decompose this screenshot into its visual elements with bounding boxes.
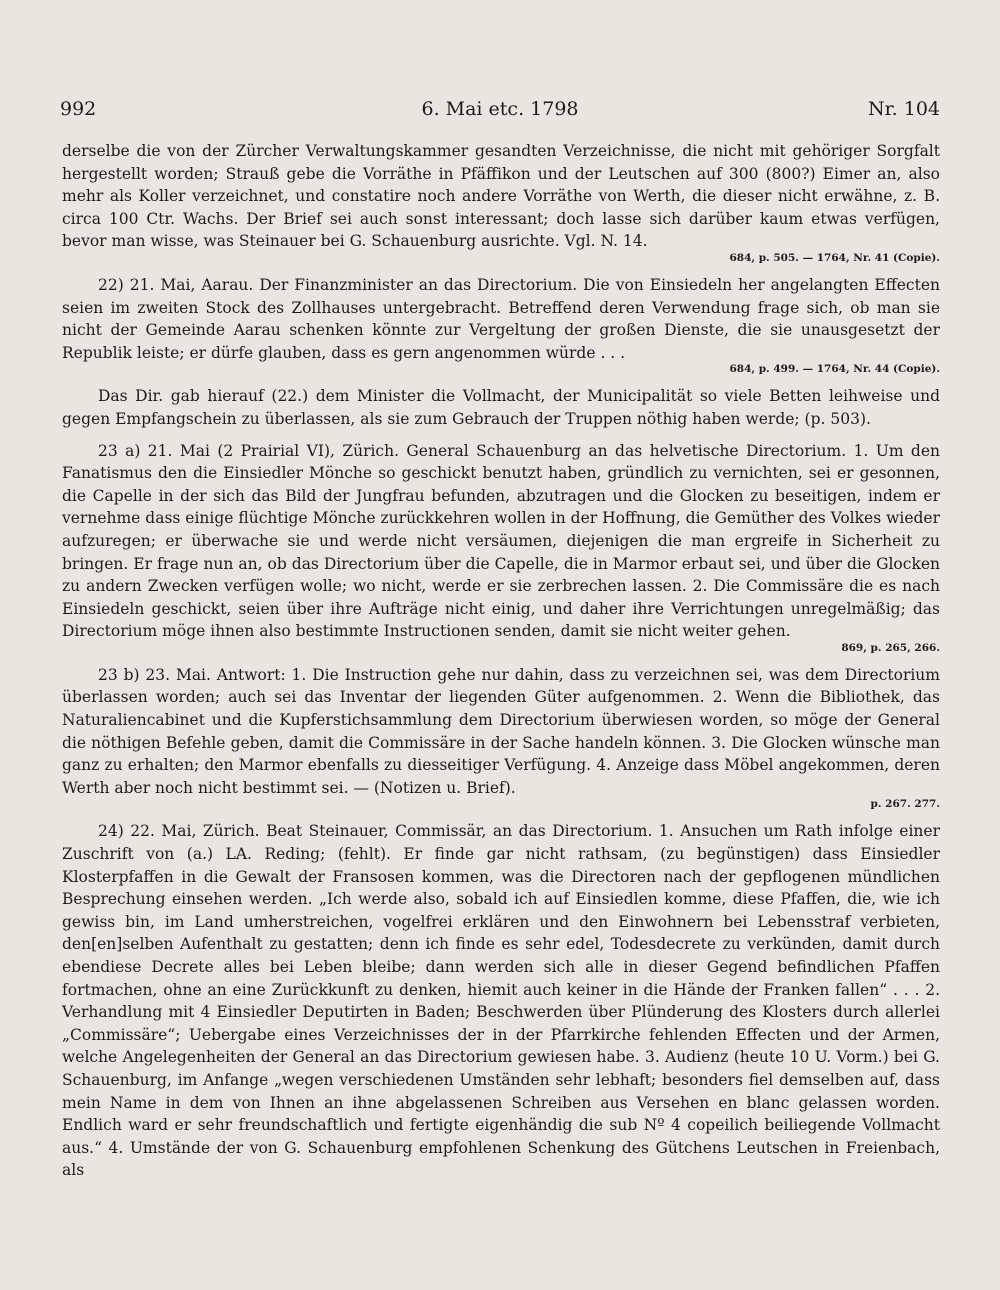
entry-23a (62, 440, 940, 655)
source-reference: p. 267. 277. (870, 798, 940, 811)
page-number: 992 (60, 98, 97, 120)
source-reference: 869, p. 265, 266. (841, 641, 940, 654)
document-body (62, 140, 940, 1191)
page-header (60, 98, 940, 128)
entry-continuation (62, 140, 940, 265)
entry-22 (62, 274, 940, 376)
source-reference: 684, p. 499. — 1764, Nr. 44 (Copie). (729, 363, 940, 376)
entry-text: derselbe die von der Zürcher Verwaltungskammer gesandten Verzeichnisse, die nicht mit gehöriger Sorgfalt hergestellt worden; Strauß gebe die Vorräthe in Pfäffikon und der Leutschen auf 300 (800?) Eimer an, also mehr als Koller verzeichnet, und constatire noch andere Vorräthe von Werth, die dieser nicht erwähne, z. B. circa 100 Ctr. Wachs. Der Brief sei auch sonst interessant; doch lasse sich darüber kaum etwas verfügen, bevor man wisse, was Steinauer bei G. Schauenburg ausrichte. Vgl. N. 14. (62, 142, 940, 251)
entry-22-note (62, 385, 940, 430)
entry-23b (62, 664, 940, 812)
entry-24 (62, 820, 940, 1182)
entry-text: Das Dir. gab hierauf (22.) dem Minister die Vollmacht, der Municipalität so viele Betten leihweise und gegen Empfangschein zu überlassen, als sie zum Gebrauch der Truppen nöthig haben werde; (p. 503). (62, 387, 940, 428)
entry-text: 24) 22. Mai, Zürich. Beat Steinauer, Commissär, an das Directorium. 1. Ansuchen um Rath infolge einer Zuschrift von (a.) LA. Reding; (fehlt). Er finde gar nicht rathsam, (zu begünstigen) dass Einsiedler Klosterpfaffen in die Gewalt der Fransosen kommen, was die Directoren nach der gepflogenen mündlichen Besprechung einsehen werden. „Ich werde also, sobald ich auf Einsiedlen komme, diese Pfaffen, die, wie ich gewiss bin, im Land umherstreichen, vogelfrei erklären und den Einwohnern bei Lebensstraf verbieten, den[en]selben Aufenthalt zu gestatten; denn ich finde es sehr edel, Todesdecrete zu verkünden, damit durch ebendiese Decrete alles bei Leben bleibe; dann werden sich alle in dieser Gegend befindlichen Pfaffen fortmachen, ohne an eine Zurückkunft zu denken, hiemit auch keiner in die Hände der Franken fallen“ . . . 2. Verhandlung mit 4 Einsiedler Deputirten in Baden; Beschwerden über Plünderung des Klosters durch allerlei „Commissäre“; Uebergabe eines Verzeichnisses der in der Pfarrkirche fehlenden Effecten und der Armen, welche Angelegenheiten der General an das Directorium gewiesen habe. 3. Audienz (heute 10 U. Vorm.) bei G. Schauenburg, im Anfange „wegen verschiedenen Umständen sehr lebhaft; besonders fiel demselben auf, dass mein Name in dem von Ihnen an ihne abgelassenen Schreiben aus Versehen en blanc gelassen worden. Endlich ward er sehr freundschaftlich und fertigte eigenhändig die sub Nº 4 copeilich beiliegende Vollmacht aus.“ 4. Umstände der von G. Schauenburg empfohlenen Schenkung des Gütchens Leutschen in Freienbach, als (62, 822, 940, 1180)
source-reference: 684, p. 505. — 1764, Nr. 41 (Copie). (729, 251, 940, 264)
document-number: Nr. 104 (868, 98, 940, 120)
entry-text: 23 b) 23. Mai. Antwort: 1. Die Instruction gehe nur dahin, dass zu verzeichnen sei, was dem Directorium überlassen worden; auch sei das Inventar der liegenden Güter aufgenommen. 2. Wenn die Bibliothek, das Naturaliencabinet und die Kupferstichsammlung dem Directorium überwiesen worden, so möge der General die nöthigen Befehle geben, damit die Commissäre in der Sache handeln können. 3. Die Glocken wünsche man ganz zu erhalten; den Marmor ebenfalls zu diesseitiger Verfügung. 4. Anzeige dass Möbel angekommen, deren Werth aber noch nicht bestimmt sei. — (Notizen u. Brief). (62, 665, 940, 797)
entry-text: 23 a) 21. Mai (2 Prairial VI), Zürich. General Schauenburg an das helvetische Directorium. 1. Um den Fanatismus den die Einsiedler Mönche so geschickt benutzt haben, gründlich zu vernichten, sei er gesonnen, die Capelle in der sich das Bild der Jungfrau befunden, abzutragen und die Glocken zu beseitigen, indem er vernehme dass einige flüchtige Mönche zurückkehren wollen in der Hoffnung, die Gemüther des Volkes wieder aufzuregen; er überwache sie und werde nicht versäumen, diejenigen die man ergreife in Sicherheit zu bringen. Er frage nun an, ob das Directorium über die Capelle, die in Marmor erbaut sei, und über die Glocken zu andern Zwecken verfügen wolle; wo nicht, werde er sie zerbrechen lassen. 2. Die Commissäre die es nach Einsiedeln geschickt, seien über ihre Aufträge nicht einig, und daher ihre Verrichtungen unregelmäßig; das Directorium möge ihnen also bestimmte Instructionen senden, damit sie nicht weiter gehen. (62, 441, 940, 641)
entry-text: 22) 21. Mai, Aarau. Der Finanzminister an das Directorium. Die von Einsiedeln her angelangten Effecten seien im zweiten Stock des Zollhauses untergebracht. Betreffend deren Verwendung frage sich, ob man sie nicht der Gemeinde Aarau schenken könnte zur Vergeltung der großen Dienste, die sie unausgesetzt der Republik leiste; er dürfe glauben, dass es gern angenommen würde . . . (62, 275, 940, 362)
running-title: 6. Mai etc. 1798 (421, 98, 579, 120)
